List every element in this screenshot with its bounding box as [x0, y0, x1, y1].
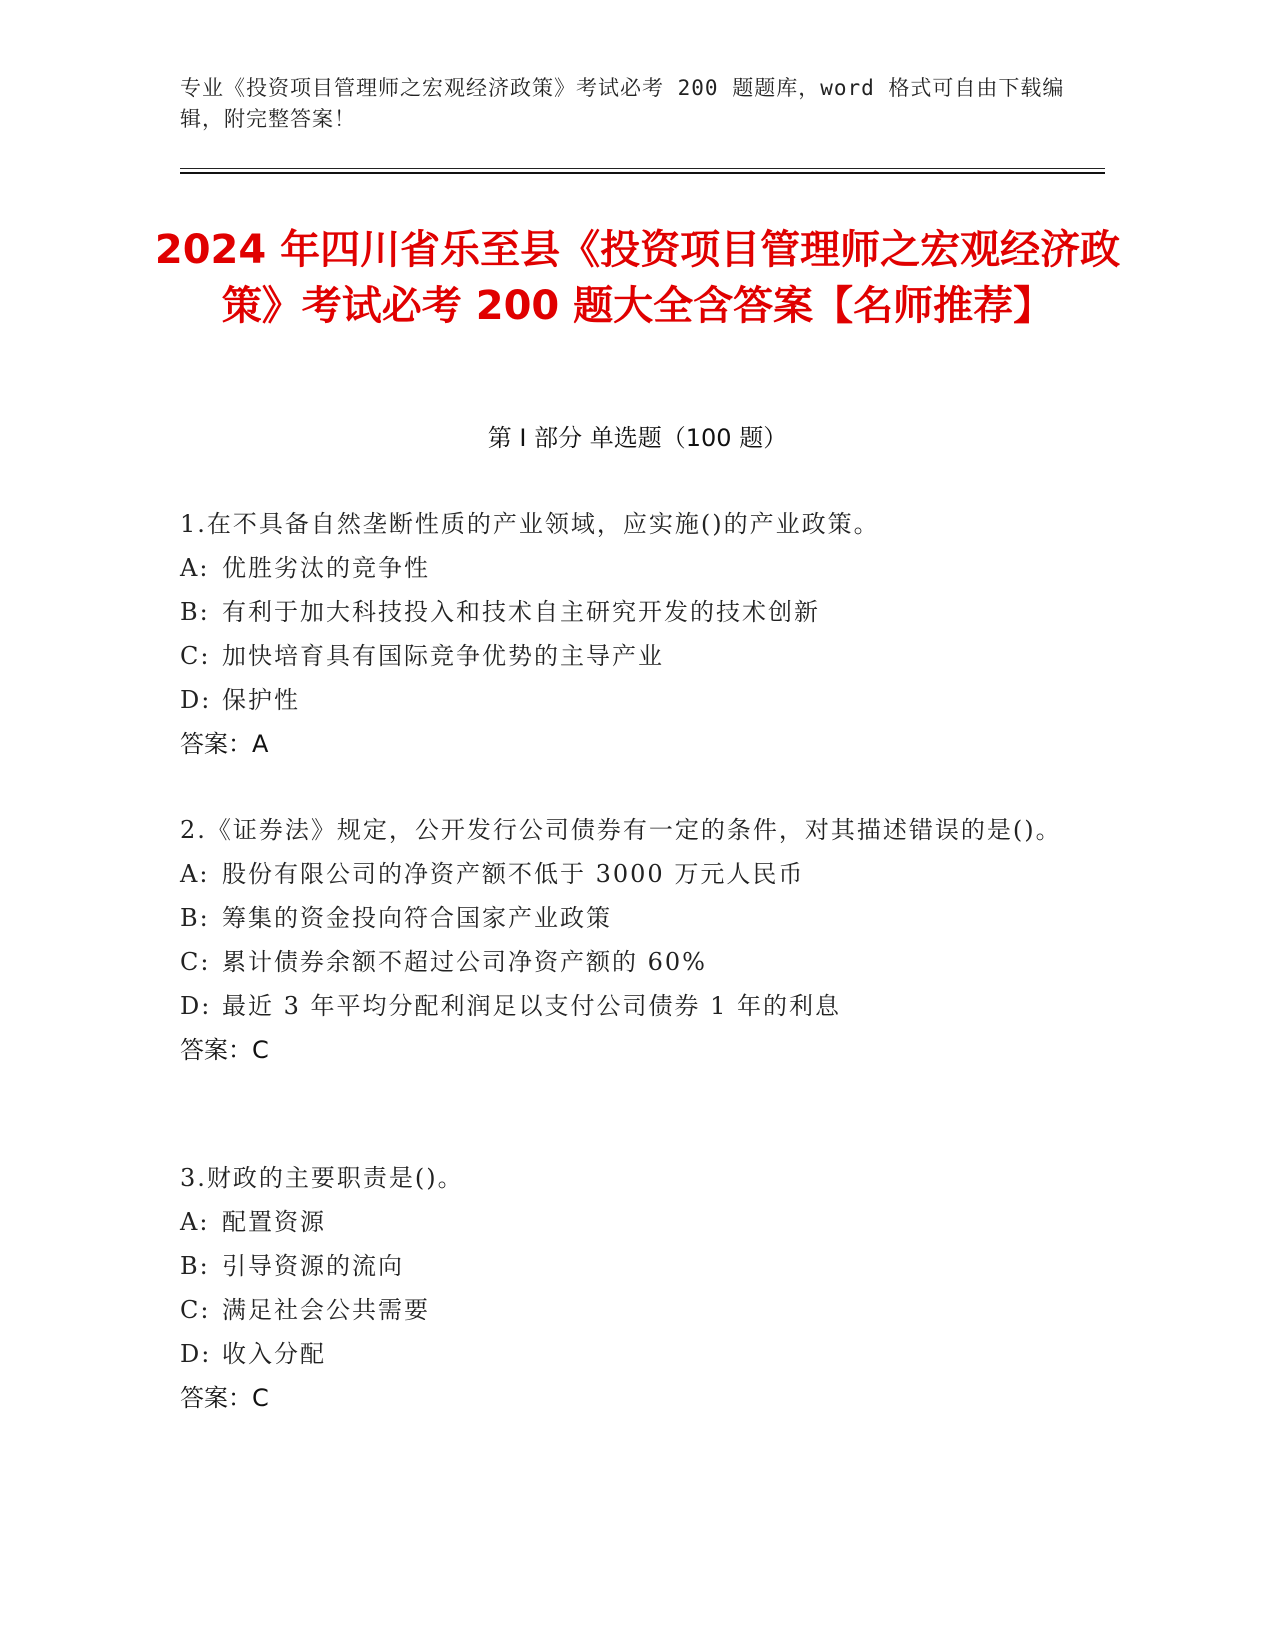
answer-line: 答案：A — [180, 730, 269, 758]
option-text: 保护性 — [222, 686, 300, 714]
answer-line: 答案：C — [180, 1384, 269, 1412]
option-key: C: — [180, 948, 211, 976]
option-text: 配置资源 — [222, 1208, 326, 1236]
option-key: D: — [180, 992, 212, 1020]
option-key: C: — [180, 1296, 211, 1324]
option-key: D: — [180, 1340, 212, 1368]
option-text: 加快培育具有国际竞争优势的主导产业 — [222, 642, 664, 670]
option-text: 筹集的资金投向符合国家产业政策 — [222, 904, 612, 932]
option-c — [180, 940, 1080, 984]
option-text: 有利于加大科技投入和技术自主研究开发的技术创新 — [222, 598, 820, 626]
question-3 — [180, 1156, 1080, 1420]
option-key: A: — [180, 1208, 210, 1236]
header-note: 专业《投资项目管理师之宏观经济政策》考试必考 200 题题库，word 格式可自由下载编辑，附完整答案！ — [180, 76, 1065, 131]
option-key: A: — [180, 860, 210, 888]
document-title: 2024 年四川省乐至县《投资项目管理师之宏观经济政策》考试必考 200 题大全含答案【名师推荐】 — [154, 227, 1121, 329]
header-divider-thick — [180, 172, 1105, 174]
option-text: 累计债券余额不超过公司净资产额的 60% — [222, 948, 707, 976]
option-b — [180, 896, 1080, 940]
option-text: 引导资源的流向 — [222, 1252, 404, 1280]
option-key: B: — [180, 598, 210, 626]
option-key: A: — [180, 554, 210, 582]
option-d — [180, 984, 1080, 1028]
option-text: 收入分配 — [222, 1340, 326, 1368]
header-divider-thin — [180, 168, 1105, 169]
option-a — [180, 852, 1080, 896]
option-a — [180, 1200, 1080, 1244]
question-stem: 3.财政的主要职责是()。 — [180, 1164, 464, 1192]
option-text: 股份有限公司的净资产额不低于 3000 万元人民币 — [222, 860, 805, 888]
option-c — [180, 1288, 1080, 1332]
option-b — [180, 1244, 1080, 1288]
option-key: D: — [180, 686, 212, 714]
option-a — [180, 546, 1080, 590]
option-c — [180, 634, 1080, 678]
option-text: 满足社会公共需要 — [222, 1296, 430, 1324]
question-stem: 1.在不具备自然垄断性质的产业领域，应实施()的产业政策。 — [180, 510, 880, 538]
option-d — [180, 1332, 1080, 1376]
section-heading: 第 I 部分 单选题（100 题） — [487, 424, 788, 452]
option-d — [180, 678, 1080, 722]
answer-line: 答案：C — [180, 1036, 269, 1064]
question-1 — [180, 502, 1080, 766]
option-text: 最近 3 年平均分配利润足以支付公司债券 1 年的利息 — [222, 992, 842, 1020]
option-key: C: — [180, 642, 211, 670]
question-stem: 2.《证券法》规定，公开发行公司债券有一定的条件，对其描述错误的是()。 — [180, 816, 1062, 844]
option-b — [180, 590, 1080, 634]
option-key: B: — [180, 1252, 210, 1280]
option-key: B: — [180, 904, 210, 932]
question-2 — [180, 808, 1080, 1072]
option-text: 优胜劣汰的竞争性 — [222, 554, 430, 582]
